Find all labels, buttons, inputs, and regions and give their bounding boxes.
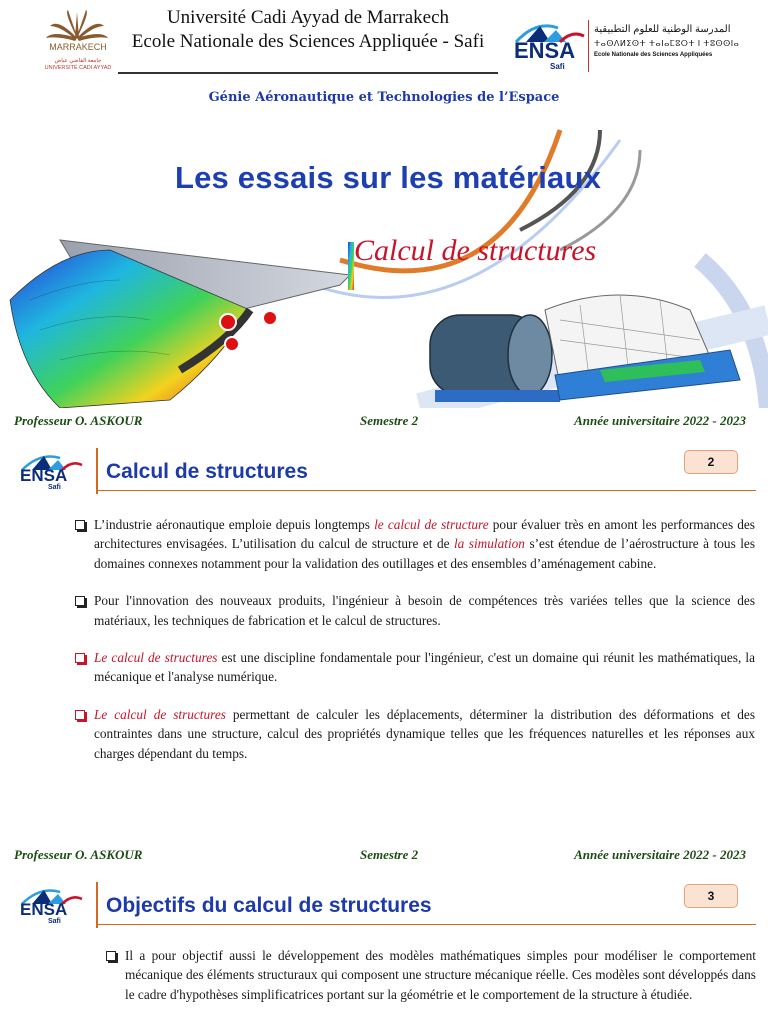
slide-footer: [0, 411, 768, 431]
course-subtitle: Calcul de structures: [354, 234, 597, 267]
slide-2-header: [0, 444, 768, 500]
highlight-text: Le calcul de structures: [94, 706, 226, 722]
ensa-logo: [16, 450, 88, 494]
university-title: [118, 6, 498, 54]
slide-3-bullets: [106, 946, 756, 1022]
ensa-logo-text: ENSA: [20, 900, 68, 919]
ensa-logo: [506, 16, 588, 76]
ensa-logo-safi: Safi: [48, 918, 61, 925]
slide-3-header: [0, 878, 768, 934]
page-number-badge: 2: [684, 450, 738, 474]
footer-semester: Semestre 2: [360, 847, 419, 862]
highlight-text: le calcul de structure: [374, 517, 489, 532]
cover-slide: [0, 0, 768, 408]
uca-logo-subtext: جامعة القاضي عياض UNIVERSITÉ CADI AYYAD: [44, 58, 112, 71]
highlight-text: Le calcul de structures: [94, 650, 218, 666]
list-item: Il a pour objectif aussi le développement des modèles mathématiques simples pour modéliser le comportement mécanique des éléments structuraux qui composent une structure mécanique réelle. Ces modèles sont développés dans le cadre d'hypothèses simplificatrices portant sur la géométrie et le comportement de la structure à étudiée.: [106, 946, 756, 1004]
checkbox-bullet-icon: [75, 596, 85, 606]
school-name: Ecole Nationale des Sciences Appliquée - Safi: [131, 31, 485, 52]
footer-semester: Semestre 2: [360, 413, 419, 428]
page-number-badge: 3: [684, 884, 738, 908]
ensa-name-arabic: المدرسة الوطنية للعلوم التطبيقية: [594, 24, 731, 35]
checkbox-bullet-icon: [75, 710, 85, 720]
slide-2-bullets: [75, 515, 755, 781]
footer-year: Année universitaire 2022 - 2023: [574, 847, 746, 862]
ensa-name-french: Ecole Nationale des Sciences Appliquées: [594, 52, 713, 58]
ensa-logo-safi: Safi: [48, 484, 61, 491]
department-name: Génie Aéronautique et Technologies de l’Espace: [208, 90, 560, 105]
ensa-names: [594, 24, 766, 58]
cover-header: [0, 0, 768, 82]
ensa-logo: [16, 884, 88, 928]
ensa-name-tifinagh: ⵜⴰⵙⴷⵍⵉⵙⵜ ⵜⴰⵏⴰⵎⵓⵔⵜ ⵏ ⵜⵓⵙⵙⵏⴰ: [594, 39, 740, 48]
ensa-logo-text: ENSA: [514, 38, 576, 63]
title-divider: [96, 882, 98, 928]
ensa-logo-text: ENSA: [20, 466, 68, 485]
title-underline: [98, 490, 756, 491]
highlight-text: la simulation: [453, 536, 525, 552]
uca-logo-text: MARRAKECH: [49, 42, 107, 52]
footer-year: Année universitaire 2022 - 2023: [574, 413, 746, 428]
ensa-divider: [588, 20, 589, 72]
list-item: L’industrie aéronautique emploie depuis longtemps le calcul de structure pour évaluer très en amont les performances des architectures envisagées. L’utilisation du calcul de structure et de la simulation s’est étendue de l’aérostructure à tous les domaines connexes notamment pour la validation des outillages et des ensembles d’aménagement cabine.: [75, 515, 755, 573]
list-item: Le calcul de structures permettant de calculer les déplacements, déterminer la distribution des déformations et des contraintes dans une structure, calcul des propriétés dynamique telles que les fréquences naturelles et les réponses aux charges dépendant du temps.: [75, 705, 755, 763]
ensa-logo-safi: Safi: [550, 62, 565, 71]
header-divider: [118, 72, 498, 74]
list-item: Pour l'innovation des nouveaux produits, l'ingénieur à besoin de compétences très variées telles que la science des matériaux, les techniques de fabrication et le calcul de structures.: [75, 591, 755, 630]
slide-footer: [0, 845, 768, 865]
university-name: Université Cadi Ayyad de Marrakech: [166, 7, 450, 28]
footer-professor: Professeur O. ASKOUR: [14, 847, 143, 862]
title-underline: [98, 924, 756, 925]
course-title: Les essais sur les matériaux: [174, 160, 602, 195]
footer-professor: Professeur O. ASKOUR: [14, 413, 143, 428]
checkbox-bullet-icon: [75, 520, 85, 530]
checkbox-bullet-icon: [106, 951, 116, 961]
checkbox-bullet-icon: [75, 653, 85, 663]
slide-title: Calcul de structures: [106, 460, 308, 483]
title-divider: [96, 448, 98, 494]
list-item: Le calcul de structures est une discipline fondamentale pour l'ingénieur, c'est un domaine qui réunit les mathématiques, la mécanique et l'analyse numérique.: [75, 648, 755, 687]
slide-title: Objectifs du calcul de structures: [106, 894, 432, 917]
